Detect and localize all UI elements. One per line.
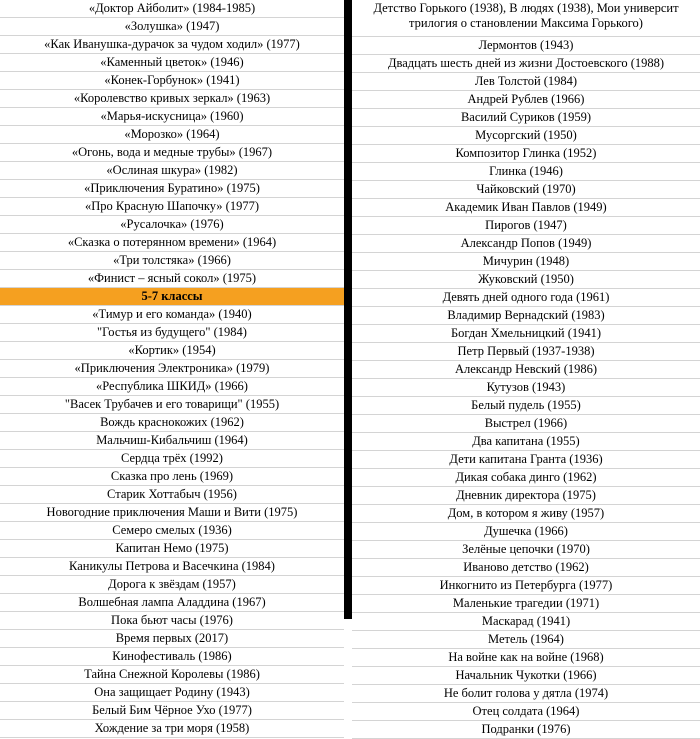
column-divider xyxy=(344,0,352,619)
table-cell[interactable]: «Финист – ясный сокол» (1975) xyxy=(0,270,344,288)
table-cell[interactable]: Мичурин (1948) xyxy=(352,253,700,271)
table-cell[interactable]: «Золушка» (1947) xyxy=(0,18,344,36)
table-cell[interactable]: Дневник директора (1975) xyxy=(352,487,700,505)
table-cell[interactable]: «Ослиная шкура» (1982) xyxy=(0,162,344,180)
table-cell[interactable]: Пирогов (1947) xyxy=(352,217,700,235)
table-cell[interactable]: «Каменный цветок» (1946) xyxy=(0,54,344,72)
table-cell[interactable]: «Сказка о потерянном времени» (1964) xyxy=(0,234,344,252)
table-cell[interactable]: Семеро смелых (1936) xyxy=(0,522,344,540)
table-cell[interactable]: Дом, в котором я живу (1957) xyxy=(352,505,700,523)
table-cell[interactable]: Время первых (2017) xyxy=(0,630,344,648)
table-cell[interactable]: Чайковский (1970) xyxy=(352,181,700,199)
cell-text-line: Детство Горького (1938), В людях (1938), Мои университ xyxy=(373,1,679,15)
table-cell[interactable]: "Гостья из будущего" (1984) xyxy=(0,324,344,342)
left-column xyxy=(0,0,344,738)
table-cell[interactable]: «Русалочка» (1976) xyxy=(0,216,344,234)
table-cell[interactable]: «Приключения Электроника» (1979) xyxy=(0,360,344,378)
table-cell[interactable]: «Огонь, вода и медные трубы» (1967) xyxy=(0,144,344,162)
table-cell[interactable]: Иваново детство (1962) xyxy=(352,559,700,577)
section-header-cell[interactable]: 5-7 классы xyxy=(0,288,344,306)
table-cell[interactable]: Девять дней одного года (1961) xyxy=(352,289,700,307)
table-cell[interactable]: Владимир Вернадский (1983) xyxy=(352,307,700,325)
table-cell[interactable]: Не болит голова у дятла (1974) xyxy=(352,685,700,703)
table-cell[interactable]: Александр Попов (1949) xyxy=(352,235,700,253)
table-cell[interactable]: "Васек Трубачев и его товарищи" (1955) xyxy=(0,396,344,414)
table-cell[interactable]: Александр Невский (1986) xyxy=(352,361,700,379)
table-cell[interactable]: На войне как на войне (1968) xyxy=(352,649,700,667)
table-cell[interactable]: Богдан Хмельницкий (1941) xyxy=(352,325,700,343)
table-cell[interactable]: «Тимур и его команда» (1940) xyxy=(0,306,344,324)
table-cell[interactable]: Маскарад (1941) xyxy=(352,613,700,631)
table-cell[interactable]: Композитор Глинка (1952) xyxy=(352,145,700,163)
table-cell[interactable]: Вождь краснокожих (1962) xyxy=(0,414,344,432)
table-cell[interactable]: Волшебная лампа Аладдина (1967) xyxy=(0,594,344,612)
table-cell[interactable]: «Три толстяка» (1966) xyxy=(0,252,344,270)
table-cell[interactable]: Академик Иван Павлов (1949) xyxy=(352,199,700,217)
table-cell[interactable]: Мальчиш-Кибальчиш (1964) xyxy=(0,432,344,450)
table-cell[interactable]: Кинофестиваль (1986) xyxy=(0,648,344,666)
table-cell[interactable]: Мусоргский (1950) xyxy=(352,127,700,145)
table-cell[interactable]: «Конек-Горбунок» (1941) xyxy=(0,72,344,90)
table-cell[interactable]: Лермонтов (1943) xyxy=(352,37,700,55)
table-cell[interactable]: Белый пудель (1955) xyxy=(352,397,700,415)
table-cell[interactable]: Сказка про лень (1969) xyxy=(0,468,344,486)
table-cell[interactable]: Она защищает Родину (1943) xyxy=(0,684,344,702)
table-cell[interactable]: Двадцать шесть дней из жизни Достоевского (1988) xyxy=(352,55,700,73)
table-cell[interactable]: Кутузов (1943) xyxy=(352,379,700,397)
table-cell[interactable]: Маленькие трагедии (1971) xyxy=(352,595,700,613)
table-cell[interactable]: «Кортик» (1954) xyxy=(0,342,344,360)
table-cell[interactable]: «Доктор Айболит» (1984-1985) xyxy=(0,0,344,18)
table-cell[interactable]: Душечка (1966) xyxy=(352,523,700,541)
table-cell[interactable]: Начальник Чукотки (1966) xyxy=(352,667,700,685)
table-cell[interactable]: Зелёные цепочки (1970) xyxy=(352,541,700,559)
table-cell[interactable]: Белый Бим Чёрное Ухо (1977) xyxy=(0,702,344,720)
table-cell[interactable] xyxy=(352,0,700,37)
table-cell[interactable]: Метель (1964) xyxy=(352,631,700,649)
table-cell[interactable]: «Республика ШКИД» (1966) xyxy=(0,378,344,396)
table-cell[interactable]: Тайна Снежной Королевы (1986) xyxy=(0,666,344,684)
right-column xyxy=(352,0,700,739)
table-cell[interactable]: Пока бьют часы (1976) xyxy=(0,612,344,630)
table-cell[interactable]: «Приключения Буратино» (1975) xyxy=(0,180,344,198)
table-cell[interactable]: Дети капитана Гранта (1936) xyxy=(352,451,700,469)
table-cell[interactable]: Инкогнито из Петербурга (1977) xyxy=(352,577,700,595)
table-cell[interactable]: Выстрел (1966) xyxy=(352,415,700,433)
table-cell[interactable]: Хождение за три моря (1958) xyxy=(0,720,344,738)
table-cell[interactable]: Лев Толстой (1984) xyxy=(352,73,700,91)
table-cell[interactable]: «Как Иванушка-дурачок за чудом ходил» (1977) xyxy=(0,36,344,54)
table-cell[interactable]: Дорога к звёздам (1957) xyxy=(0,576,344,594)
table-cell[interactable]: Петр Первый (1937-1938) xyxy=(352,343,700,361)
table-cell[interactable]: Два капитана (1955) xyxy=(352,433,700,451)
table-cell[interactable]: Глинка (1946) xyxy=(352,163,700,181)
table-cell[interactable]: Подранки (1976) xyxy=(352,721,700,739)
table-cell[interactable]: Каникулы Петрова и Васечкина (1984) xyxy=(0,558,344,576)
table-cell[interactable]: «Про Красную Шапочку» (1977) xyxy=(0,198,344,216)
table-cell[interactable]: «Морозко» (1964) xyxy=(0,126,344,144)
table-cell[interactable]: Сердца трёх (1992) xyxy=(0,450,344,468)
table-cell[interactable]: Отец солдата (1964) xyxy=(352,703,700,721)
table-cell[interactable]: Капитан Немо (1975) xyxy=(0,540,344,558)
table-cell[interactable]: «Королевство кривых зеркал» (1963) xyxy=(0,90,344,108)
cell-text-line: трилогия о становлении Максима Горького) xyxy=(409,16,643,30)
table-cell[interactable]: Василий Суриков (1959) xyxy=(352,109,700,127)
table-cell[interactable]: Старик Хоттабыч (1956) xyxy=(0,486,344,504)
table-cell[interactable]: Дикая собака динго (1962) xyxy=(352,469,700,487)
table-cell[interactable]: Новогодние приключения Маши и Вити (1975) xyxy=(0,504,344,522)
table-cell[interactable]: «Марья-искусница» (1960) xyxy=(0,108,344,126)
table-cell[interactable]: Жуковский (1950) xyxy=(352,271,700,289)
table-cell[interactable]: Андрей Рублев (1966) xyxy=(352,91,700,109)
